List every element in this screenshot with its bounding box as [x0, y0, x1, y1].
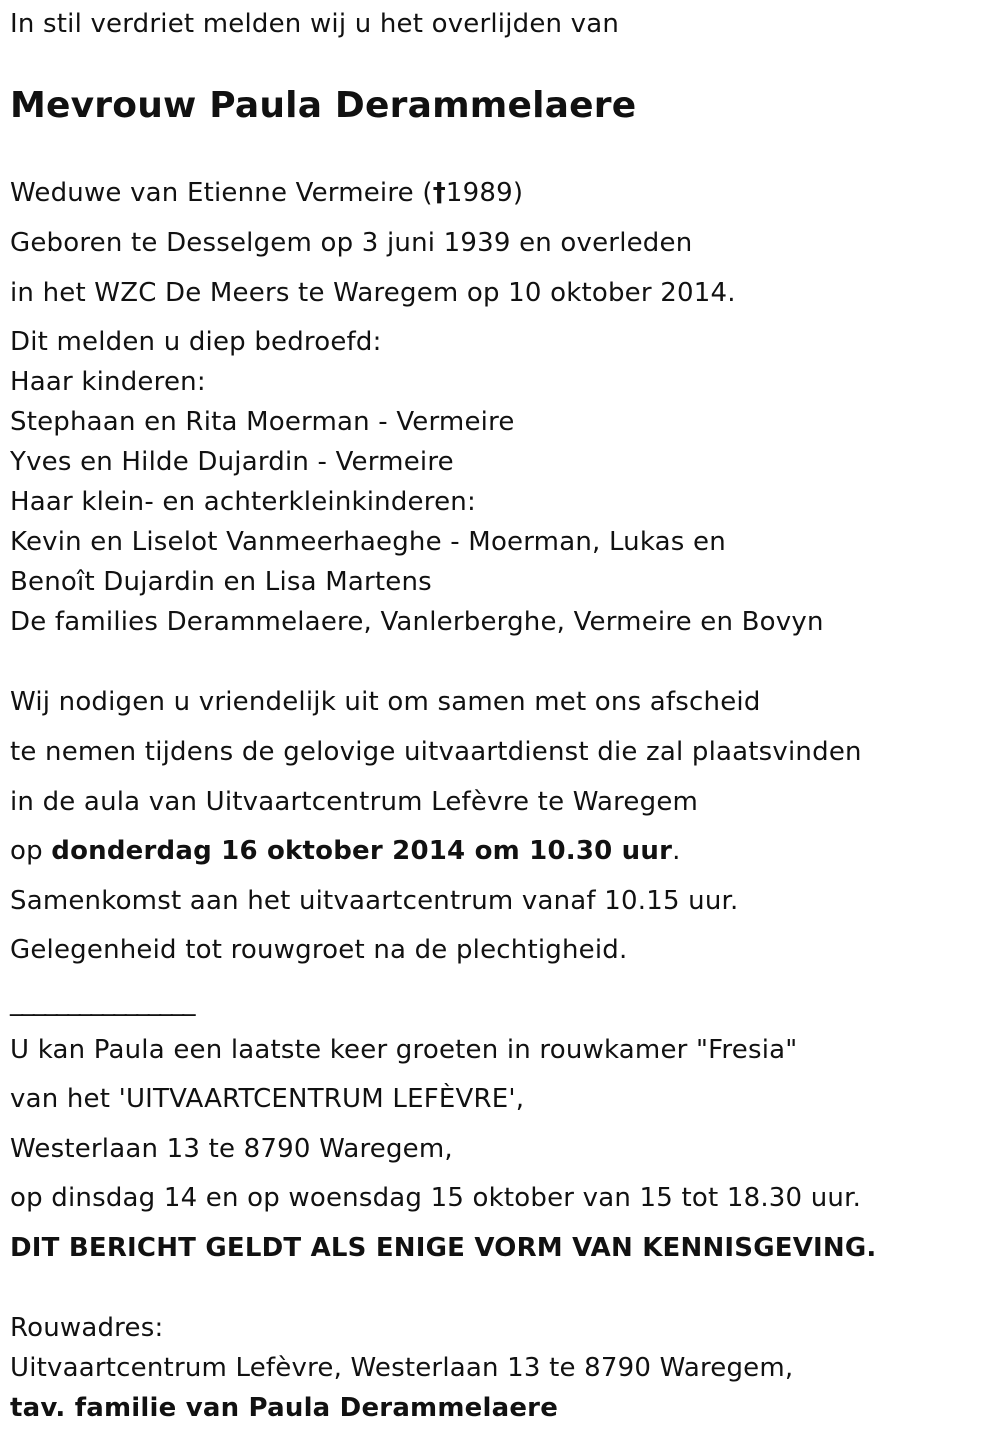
address-label: Rouwadres: [10, 1313, 164, 1343]
service-line: te nemen tijdens de gelovige uitvaartdienst die zal plaatsvinden [10, 737, 862, 767]
grandchildren-line: Kevin en Liselot Vanmeerhaeghe - Moerman, Lukas en [10, 527, 726, 557]
address-addressee: tav. familie van Paula Derammelaere [10, 1393, 559, 1423]
address-line: Uitvaartcentrum Lefèvre, Westerlaan 13 te 8790 Waregem, [10, 1353, 794, 1383]
visitation-line: Westerlaan 13 te 8790 Waregem, [10, 1134, 453, 1164]
widow-year: 1989) [445, 178, 524, 208]
children-label: Haar kinderen: [10, 367, 206, 397]
child-line: Stephaan en Rita Moerman - Vermeire [10, 407, 515, 437]
visitation-line: van het 'UITVAARTCENTRUM LEFÈVRE', [10, 1084, 525, 1114]
cross-icon: † [432, 178, 446, 208]
grandchildren-label: Haar klein- en achterkleinkinderen: [10, 487, 476, 517]
families-line: De families Derammelaere, Vanlerberghe, Vermeire en Bovyn [10, 607, 824, 637]
birth-line: Geboren te Desselgem op 3 juni 1939 en overleden [10, 228, 693, 258]
intro-text: In stil verdriet melden wij u het overlijden van [10, 9, 620, 39]
widow-line [10, 177, 523, 209]
deceased-name-heading: Mevrouw Paula Derammelaere [10, 85, 637, 126]
notice-line: DIT BERICHT GELDT ALS ENIGE VORM VAN KENNISGEVING. [10, 1233, 877, 1263]
service-line: in de aula van Uitvaartcentrum Lefèvre te Waregem [10, 787, 699, 817]
service-date-suffix: . [672, 836, 681, 866]
grandchildren-line: Benoît Dujardin en Lisa Martens [10, 567, 432, 597]
announce-line: Dit melden u diep bedroefd: [10, 327, 382, 357]
service-line: Wij nodigen u vriendelijk uit om samen met ons afscheid [10, 687, 761, 717]
visitation-line: op dinsdag 14 en op woensdag 15 oktober van 15 tot 18.30 uur. [10, 1183, 862, 1213]
death-line: in het WZC De Meers te Waregem op 10 oktober 2014. [10, 278, 736, 308]
service-date-prefix: op [10, 836, 52, 866]
visitation-line: U kan Paula een laatste keer groeten in rouwkamer "Fresia" [10, 1035, 798, 1065]
service-date: donderdag 16 oktober 2014 om 10.30 uur [51, 836, 673, 866]
gathering-line: Samenkomst aan het uitvaartcentrum vanaf 10.15 uur. [10, 886, 739, 916]
service-date-line [10, 835, 681, 867]
child-line: Yves en Hilde Dujardin - Vermeire [10, 447, 454, 477]
widow-text: Weduwe van Etienne Vermeire ( [10, 178, 433, 208]
condolences-line: Gelegenheid tot rouwgroet na de plechtigheid. [10, 935, 628, 965]
separator-line: ________________ [10, 987, 194, 1017]
